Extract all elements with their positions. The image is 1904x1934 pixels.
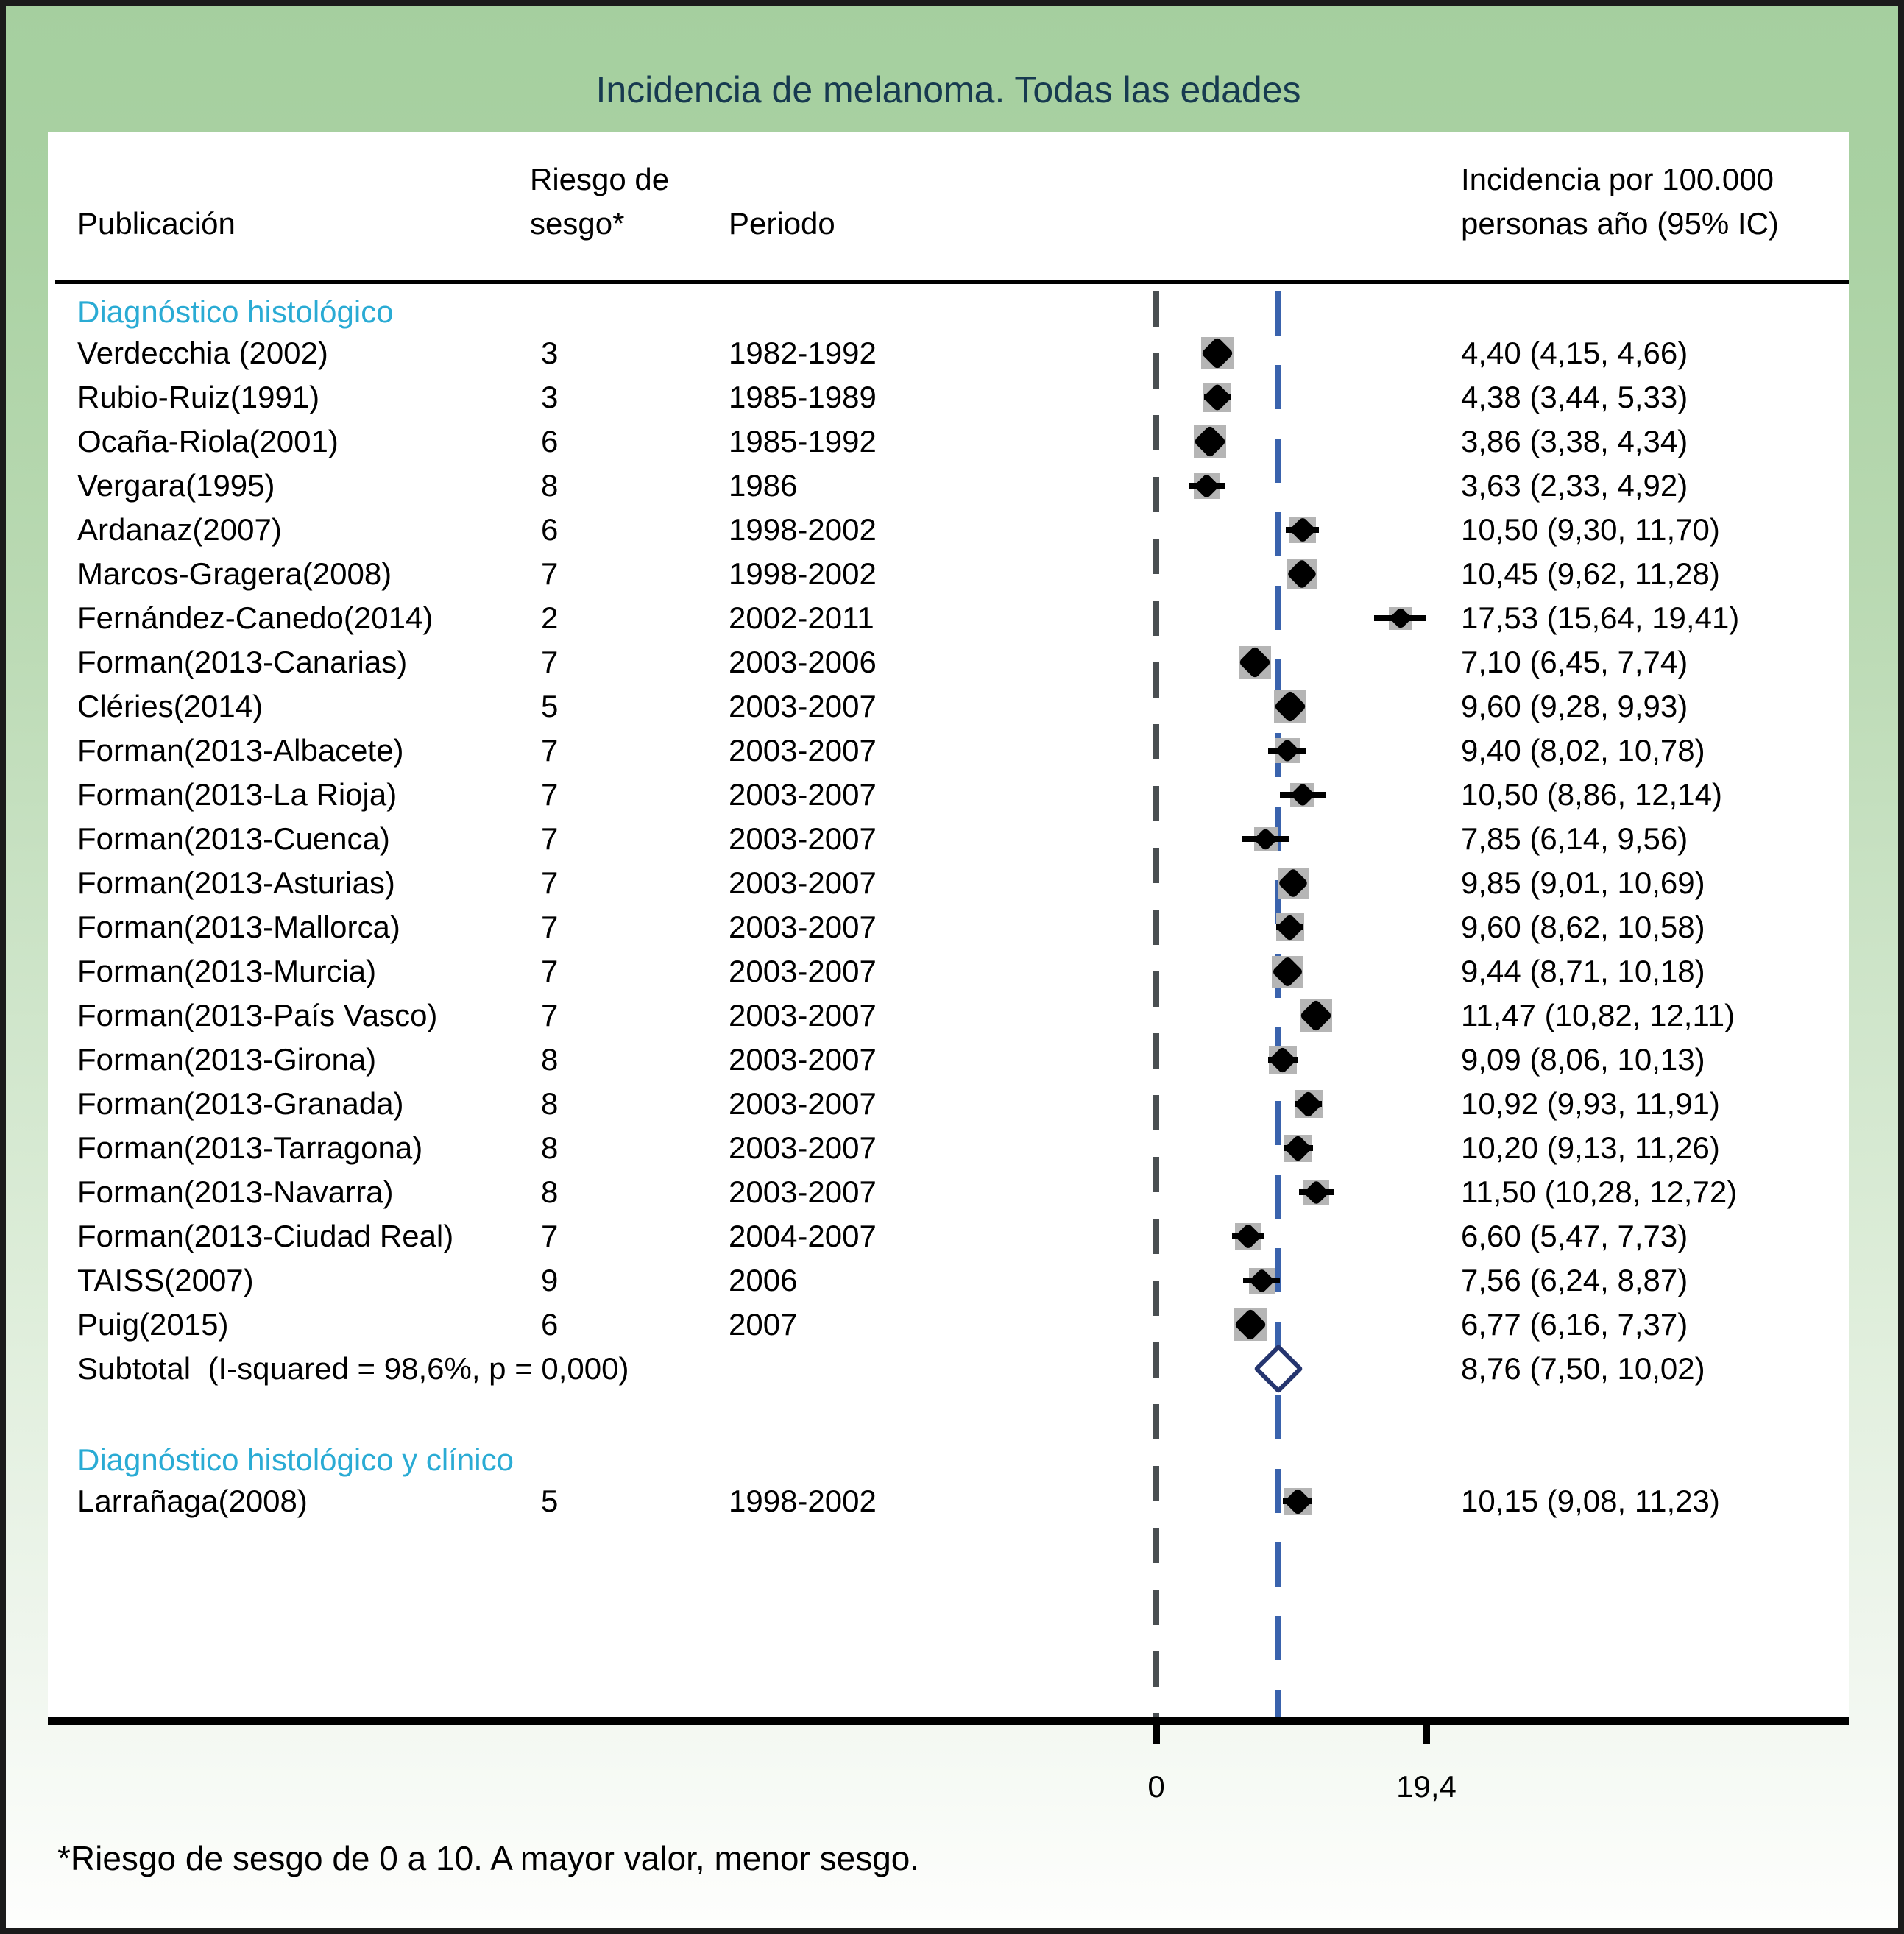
risk-value: 8: [541, 1175, 559, 1209]
risk-value: 8: [541, 468, 559, 503]
x-axis: [48, 1717, 1849, 1725]
risk-value: 7: [541, 645, 559, 679]
risk-value: 6: [541, 1307, 559, 1342]
period-value: 2003-2007: [729, 1086, 877, 1121]
risk-value: 9: [541, 1263, 559, 1297]
incidence-value: 10,50 (8,86, 12,14): [1461, 777, 1722, 812]
period-value: 2006: [729, 1263, 798, 1297]
period-value: 1986: [729, 468, 798, 503]
pooled-line: [1275, 291, 1281, 1721]
risk-value: 7: [541, 998, 559, 1032]
col-header-incidence-line2: personas año (95% IC): [1461, 206, 1779, 241]
col-header-risk-line2: sesgo*: [530, 206, 625, 241]
period-value: 2004-2007: [729, 1219, 877, 1253]
publication-label: Forman(2013-Cuenca): [77, 821, 390, 856]
publication-label: Ocaña-Riola(2001): [77, 424, 339, 458]
risk-value: 3: [541, 380, 559, 414]
publication-label: Forman(2013-Ciudad Real): [77, 1219, 454, 1253]
incidence-value: 7,85 (6,14, 9,56): [1461, 821, 1688, 856]
publication-label: Cléries(2014): [77, 689, 263, 723]
incidence-value: 4,40 (4,15, 4,66): [1461, 336, 1688, 370]
period-value: 1985-1989: [729, 380, 877, 414]
publication-label: Larrañaga(2008): [77, 1484, 308, 1518]
x-tick: [1153, 1724, 1160, 1744]
publication-label: Forman(2013-Granada): [77, 1086, 404, 1121]
subtotal-incidence: 8,76 (7,50, 10,02): [1461, 1351, 1705, 1386]
subtotal-label: Subtotal (I-squared = 98,6%, p = 0,000): [77, 1351, 629, 1386]
period-value: 2003-2007: [729, 733, 877, 768]
period-value: 2003-2007: [729, 998, 877, 1032]
incidence-value: 7,56 (6,24, 8,87): [1461, 1263, 1688, 1297]
publication-label: Marcos-Gragera(2008): [77, 556, 392, 591]
risk-value: 6: [541, 512, 559, 547]
section-header: Diagnóstico histológico y clínico: [77, 1442, 514, 1477]
publication-label: Ardanaz(2007): [77, 512, 282, 547]
publication-label: Forman(2013-Girona): [77, 1042, 377, 1077]
publication-label: Forman(2013-La Rioja): [77, 777, 397, 812]
risk-value: 7: [541, 733, 559, 768]
incidence-value: 4,38 (3,44, 5,33): [1461, 380, 1688, 414]
period-value: 2003-2007: [729, 954, 877, 988]
period-value: 2003-2007: [729, 1175, 877, 1209]
publication-label: Forman(2013-Mallorca): [77, 910, 400, 944]
risk-value: 3: [541, 336, 559, 370]
publication-label: Rubio-Ruiz(1991): [77, 380, 320, 414]
x-tick-label: 0: [1147, 1769, 1165, 1804]
incidence-value: 9,85 (9,01, 10,69): [1461, 865, 1705, 900]
publication-label: Verdecchia (2002): [77, 336, 328, 370]
col-header-publication: Publicación: [77, 206, 236, 241]
incidence-value: 3,63 (2,33, 4,92): [1461, 468, 1688, 503]
risk-value: 7: [541, 821, 559, 856]
risk-value: 7: [541, 954, 559, 988]
risk-value: 8: [541, 1130, 559, 1165]
x-tick-label: 19,4: [1396, 1769, 1457, 1804]
publication-label: Forman(2013-Canarias): [77, 645, 408, 679]
figure-title: Incidencia de melanoma. Todas las edades: [595, 69, 1301, 110]
incidence-value: 9,44 (8,71, 10,18): [1461, 954, 1705, 988]
incidence-value: 17,53 (15,64, 19,41): [1461, 601, 1740, 635]
period-value: 2003-2007: [729, 821, 877, 856]
incidence-value: 11,50 (10,28, 12,72): [1461, 1175, 1738, 1209]
null-line: [1153, 291, 1159, 1721]
publication-label: Forman(2013-Albacete): [77, 733, 404, 768]
incidence-value: 6,60 (5,47, 7,73): [1461, 1219, 1688, 1253]
publication-label: Forman(2013-Tarragona): [77, 1130, 423, 1165]
incidence-value: 10,92 (9,93, 11,91): [1461, 1086, 1720, 1121]
period-value: 1985-1992: [729, 424, 877, 458]
period-value: 2003-2006: [729, 645, 877, 679]
period-value: 2002-2011: [729, 601, 874, 635]
section-header: Diagnóstico histológico: [77, 294, 394, 329]
incidence-value: 3,86 (3,38, 4,34): [1461, 424, 1688, 458]
risk-value: 8: [541, 1086, 559, 1121]
period-value: 2003-2007: [729, 910, 877, 944]
publication-label: Forman(2013-Navarra): [77, 1175, 394, 1209]
risk-value: 7: [541, 1219, 559, 1253]
period-value: 1982-1992: [729, 336, 877, 370]
col-header-risk-line1: Riesgo de: [530, 162, 670, 196]
risk-value: 7: [541, 777, 559, 812]
risk-value: 7: [541, 865, 559, 900]
incidence-value: 10,15 (9,08, 11,23): [1461, 1484, 1720, 1518]
incidence-value: 9,60 (8,62, 10,58): [1461, 910, 1705, 944]
x-tick: [1423, 1724, 1430, 1744]
publication-label: Forman(2013-País Vasco): [77, 998, 438, 1032]
incidence-value: 10,50 (9,30, 11,70): [1461, 512, 1720, 547]
publication-label: TAISS(2007): [77, 1263, 254, 1297]
risk-value: 5: [541, 1484, 559, 1518]
col-header-period: Periodo: [729, 206, 835, 241]
incidence-value: 11,47 (10,82, 12,11): [1461, 998, 1735, 1032]
header-rule: [55, 280, 1849, 284]
risk-value: 2: [541, 601, 559, 635]
publication-label: Forman(2013-Murcia): [77, 954, 377, 988]
publication-label: Vergara(1995): [77, 468, 275, 503]
period-value: 2003-2007: [729, 777, 877, 812]
period-value: 2007: [729, 1307, 798, 1342]
incidence-value: 7,10 (6,45, 7,74): [1461, 645, 1688, 679]
incidence-value: 9,40 (8,02, 10,78): [1461, 733, 1705, 768]
risk-value: 7: [541, 910, 559, 944]
incidence-value: 9,09 (8,06, 10,13): [1461, 1042, 1705, 1077]
period-value: 2003-2007: [729, 1042, 877, 1077]
incidence-value: 10,45 (9,62, 11,28): [1461, 556, 1720, 591]
period-value: 1998-2002: [729, 556, 877, 591]
publication-label: Forman(2013-Asturias): [77, 865, 395, 900]
incidence-value: 10,20 (9,13, 11,26): [1461, 1130, 1720, 1165]
period-value: 2003-2007: [729, 1130, 877, 1165]
risk-value: 7: [541, 556, 559, 591]
publication-label: Puig(2015): [77, 1307, 229, 1342]
period-value: 1998-2002: [729, 1484, 877, 1518]
incidence-value: 9,60 (9,28, 9,93): [1461, 689, 1688, 723]
risk-value: 5: [541, 689, 559, 723]
col-header-incidence-line1: Incidencia por 100.000: [1461, 162, 1774, 196]
period-value: 2003-2007: [729, 689, 877, 723]
risk-value: 8: [541, 1042, 559, 1077]
risk-value: 6: [541, 424, 559, 458]
footnote: *Riesgo de sesgo de 0 a 10. A mayor valor, menor sesgo.: [57, 1839, 920, 1877]
period-value: 1998-2002: [729, 512, 877, 547]
publication-label: Fernández-Canedo(2014): [77, 601, 433, 635]
period-value: 2003-2007: [729, 865, 877, 900]
incidence-value: 6,77 (6,16, 7,37): [1461, 1307, 1688, 1342]
